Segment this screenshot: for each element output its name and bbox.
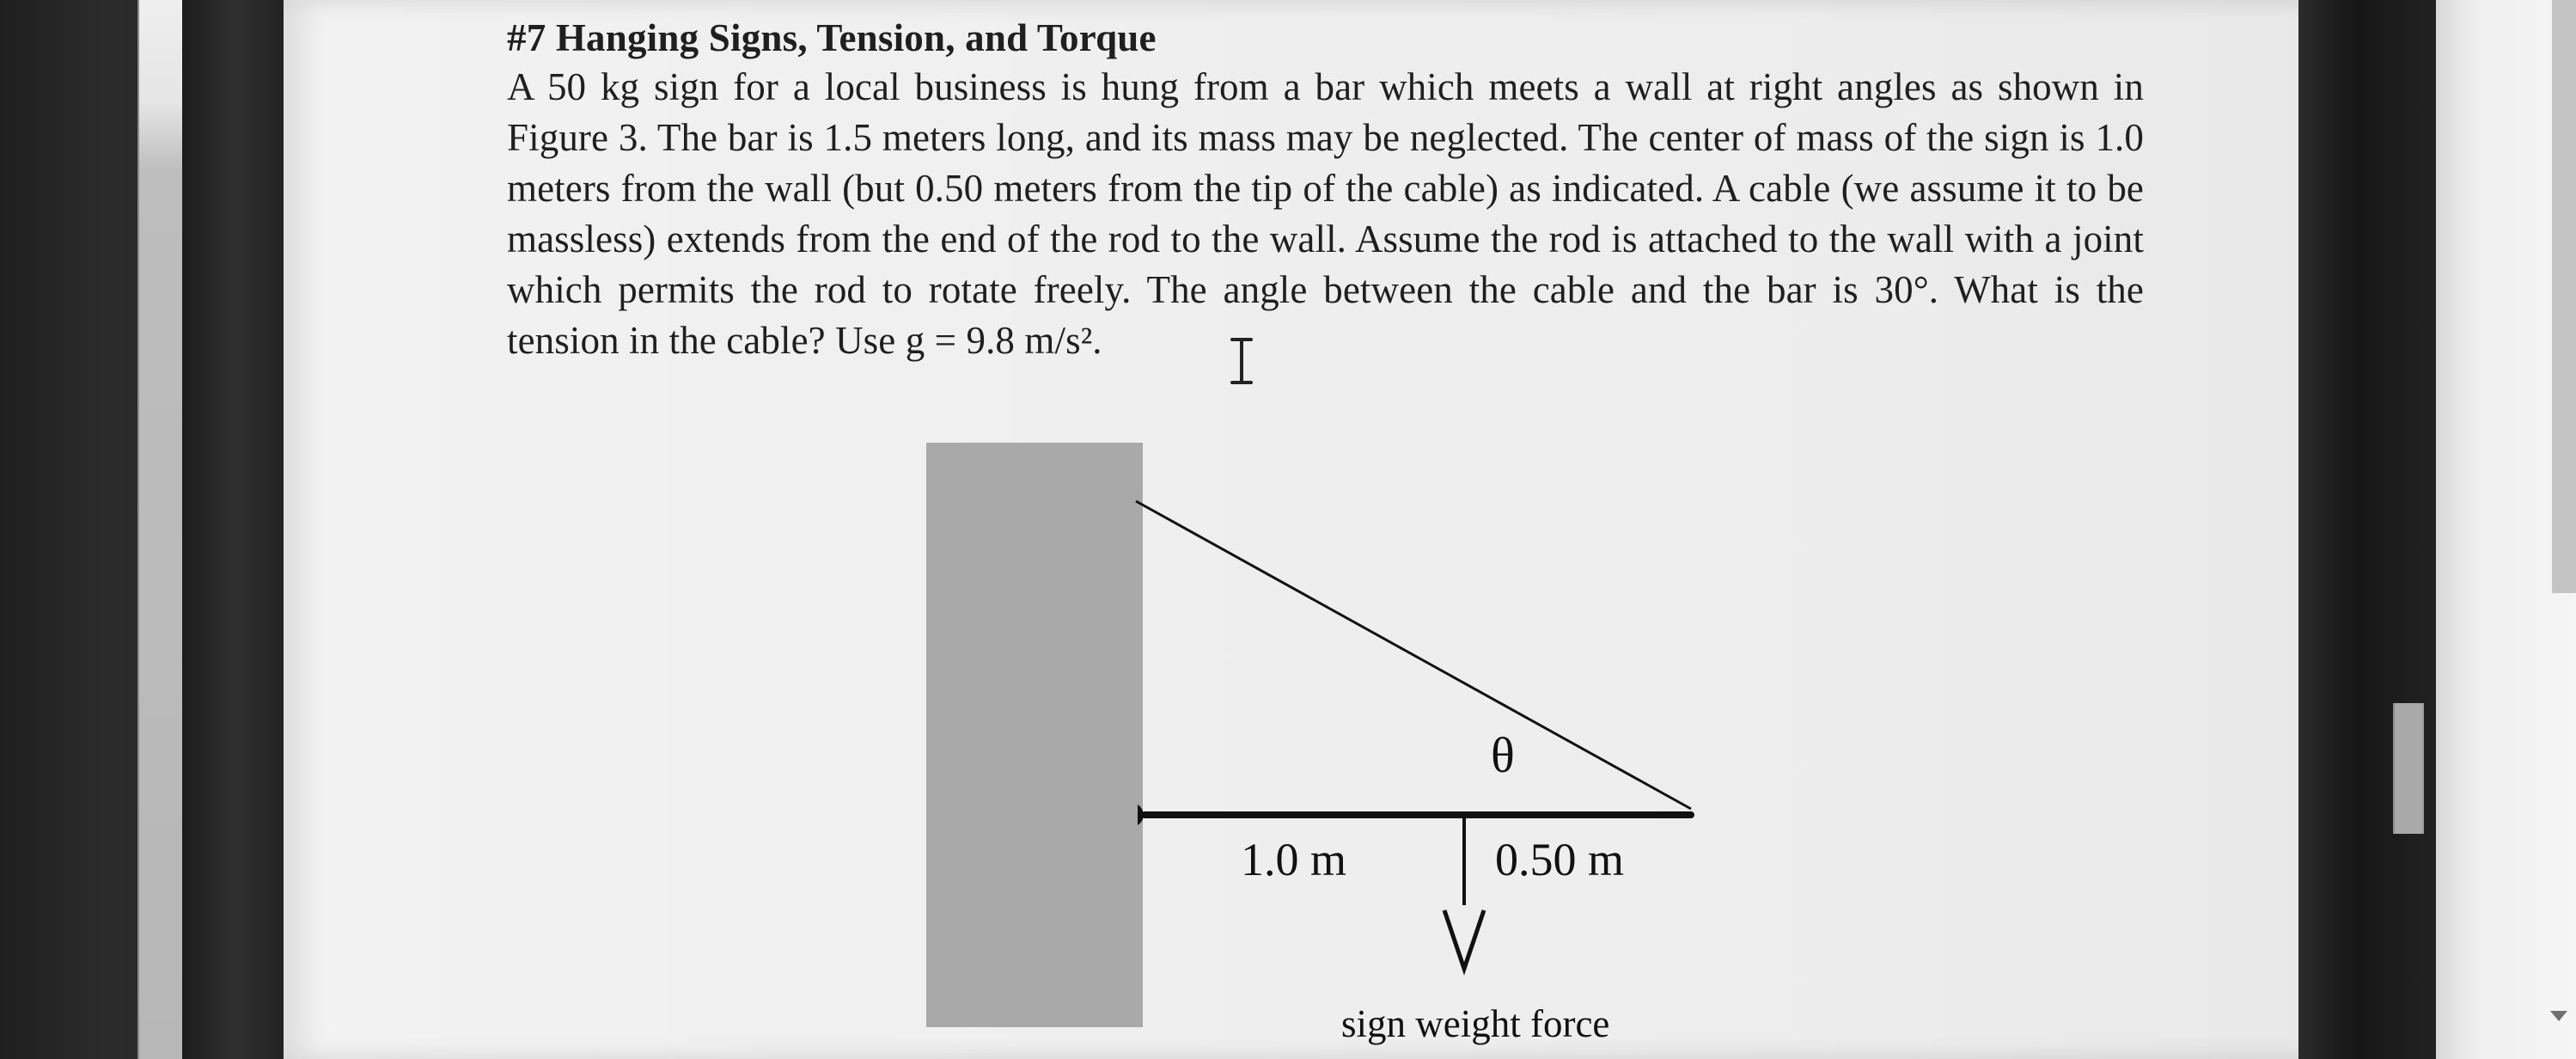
problem-heading: #7 Hanging Signs, Tension, and Torque <box>507 16 1157 59</box>
hanging-sign-diagram <box>919 434 1736 1059</box>
problem-statement: A 50 kg sign for a local business is hung from a bar which meets a wall at right angles as shown in Figure 3. The bar is 1.5 meters long, and its mass may be neglected. The center of mass of the sign is 1.0 meters from the wall (but 0.50 meters from the tip of the cable) as indicated. A cable (we assume it to be massless) extends from the end of the rod to the wall. Assume the rod is attached to the wall with a joint which permits the rod to rotate freely. The angle between the cable and the bar is 30°. What is the tension in the cable? Use g = 9.8 m/s². <box>507 65 2144 362</box>
center-to-tip-length-label: 0.50 m <box>1495 834 1625 885</box>
cable-angle-label: θ <box>1491 727 1515 783</box>
sign-weight-force-label: sign weight force <box>1341 1002 1610 1045</box>
right-scrollbar-track[interactable] <box>2552 0 2576 593</box>
vertical-scroll-thumb[interactable] <box>2393 703 2424 834</box>
chevron-down-icon[interactable] <box>2550 1011 2567 1021</box>
support-cable <box>1136 501 1691 809</box>
problem-content <box>507 15 2144 366</box>
left-scrollbar-rail[interactable] <box>137 0 184 1059</box>
wall-to-center-length-label: 1.0 m <box>1241 834 1347 885</box>
diagram-lines <box>919 434 1736 1059</box>
down-arrow-icon <box>1444 910 1484 969</box>
wall-joint <box>1138 805 1144 825</box>
left-screen-bezel <box>182 0 292 1059</box>
i-beam-cursor-icon <box>1226 336 1257 386</box>
right-screen-bezel <box>2298 0 2436 1059</box>
